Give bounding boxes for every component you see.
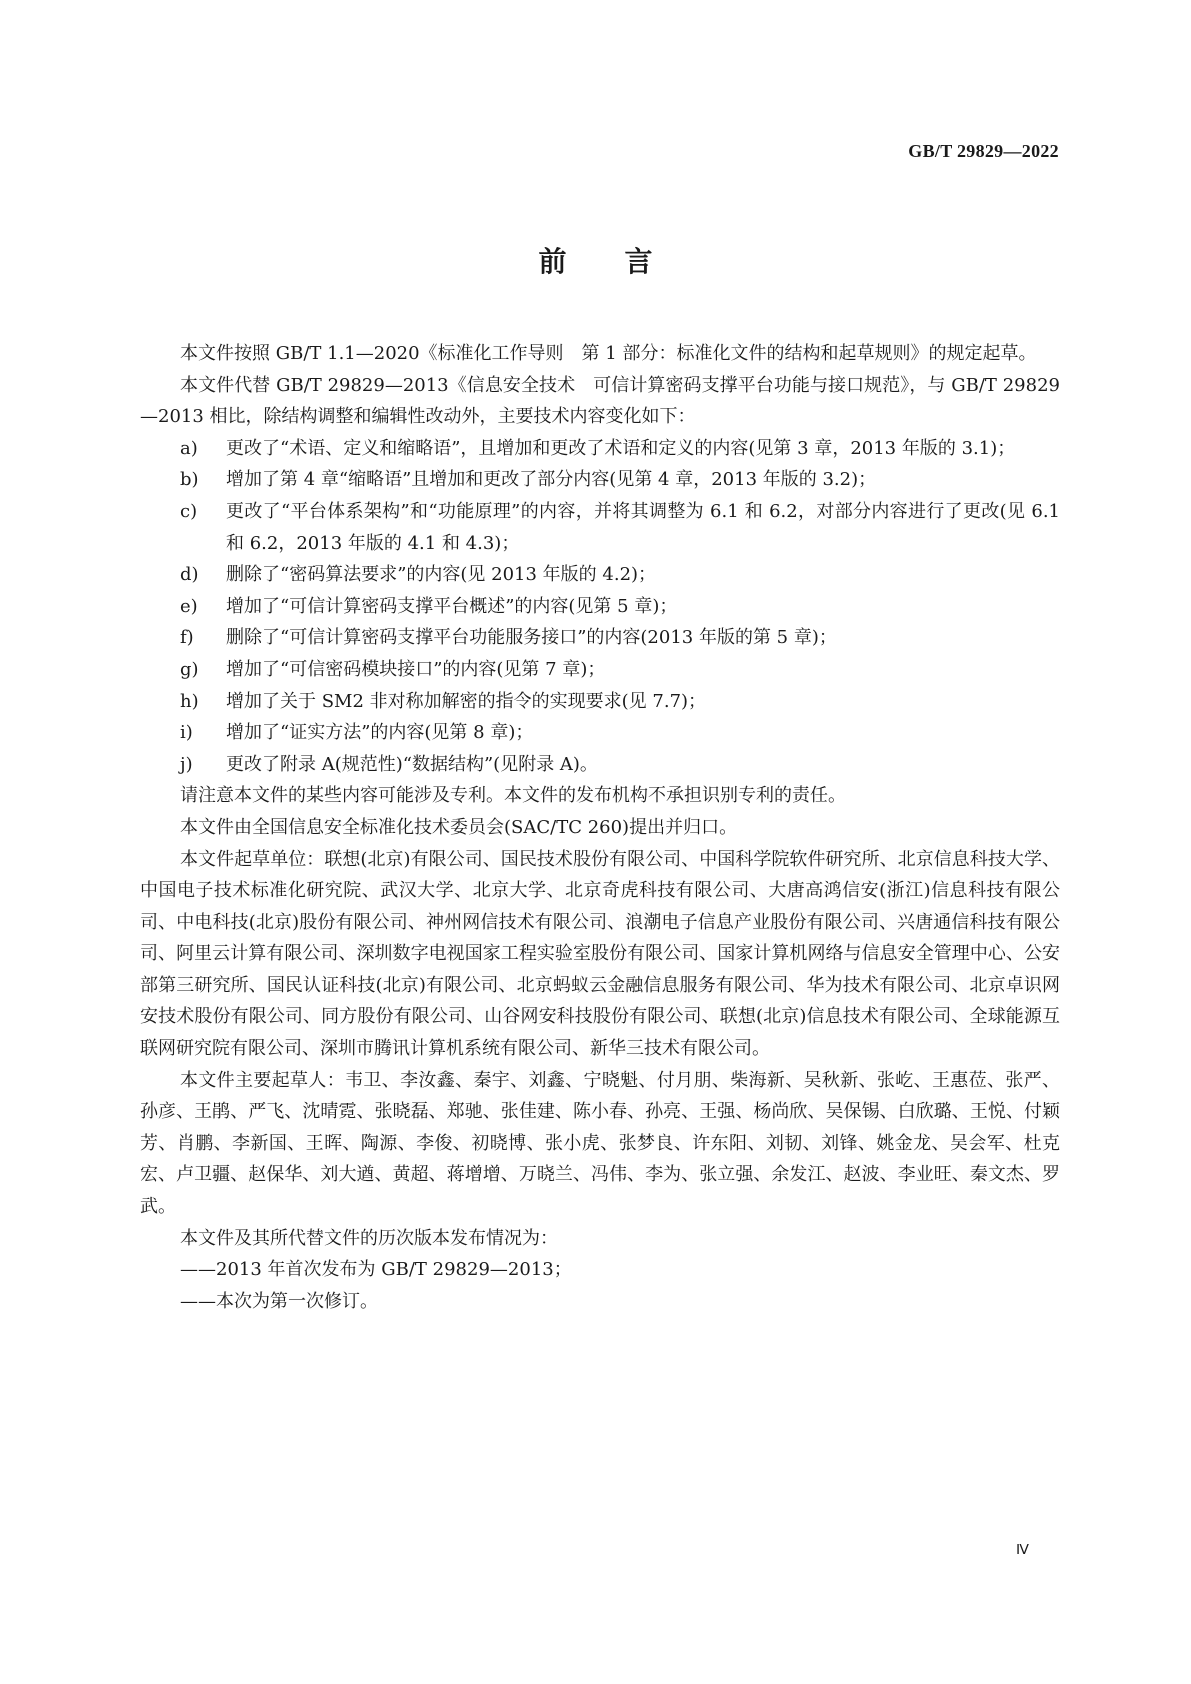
list-item: [140, 749, 1060, 781]
list-item: [140, 464, 1060, 496]
list-item-text: 删除了“可信计算密码支撑平台功能服务接口”的内容(2013 年版的第 5 章)；: [226, 627, 837, 649]
list-marker: h): [180, 690, 199, 712]
title-char-1: 前: [538, 245, 567, 278]
list-item: [140, 591, 1060, 623]
list-item: [140, 686, 1060, 718]
list-item: [140, 559, 1060, 591]
paragraph-replacement: 本文件代替 GB/T 29829—2013《信息安全技术 可信计算密码支撑平台功能与接口规范》，与 GB/T 29829—2013 相比，除结构调整和编辑性改动外，主要技术内容变化如下：: [140, 374, 1060, 428]
page-title: [0, 240, 1191, 280]
list-marker: c): [180, 500, 198, 522]
list-item-text: 删除了“密码算法要求”的内容(见 2013 年版的 4.2)；: [226, 564, 657, 586]
list-item-text: 增加了第 4 章“缩略语”且增加和更改了部分内容(见第 4 章，2013 年版的 3.2)；: [226, 469, 877, 491]
paragraph-drafting-units: 本文件起草单位：联想(北京)有限公司、国民技术股份有限公司、中国科学院软件研究所、北京信息科技大学、中国电子技术标准化研究院、武汉大学、北京大学、北京奇虎科技有限公司、大唐高鸿信安(浙江)信息科技有限公司、中电科技(北京)股份有限公司、神州网信技术有限公司、浪潮电子信息产业股份有限公司、兴唐通信科技有限公司、阿里云计算有限公司、深圳数字电视国家工程实验室股份有限公司、国家计算机网络与信息安全管理中心、公安部第三研究所、国民认证科技(北京)有限公司、北京蚂蚁云金融信息服务有限公司、华为技术有限公司、北京卓识网安技术股份有限公司、同方股份有限公司、山谷网安科技股份有限公司、联想(北京)信息技术有限公司、全球能源互联网研究院有限公司、深圳市腾讯计算机系统有限公司、新华三技术有限公司。: [140, 848, 1060, 1060]
list-marker: f): [180, 627, 194, 649]
list-item: [140, 622, 1060, 654]
list-marker: g): [180, 658, 199, 680]
list-marker: j): [180, 753, 193, 775]
list-item-text: 更改了“平台体系架构”和“功能原理”的内容，并将其调整为 6.1 和 6.2，对部分内容进行了更改(见 6.1 和 6.2，2013 年版的 4.1 和 4.3)；: [226, 500, 1060, 554]
list-item: [140, 496, 1060, 559]
list-marker: a): [180, 437, 198, 459]
changes-list: [140, 433, 1060, 781]
list-marker: i): [180, 722, 193, 744]
list-item: [140, 654, 1060, 686]
history-item: ——2013 年首次发布为 GB/T 29829—2013；: [180, 1259, 572, 1281]
list-marker: e): [180, 595, 198, 617]
foreword-body: [140, 338, 1060, 1317]
paragraph-drafters: 本文件主要起草人：韦卫、李汝鑫、秦宇、刘鑫、宁晓魁、付月朋、柴海新、吴秋新、张屹、王惠莅、张严、孙彦、王鹃、严飞、沈晴霓、张晓磊、郑驰、张佳建、陈小春、孙亮、王强、杨尚欣、吴保锡、白欣璐、王悦、付颖芳、肖鹏、李新国、王晖、陶源、李俊、初晓博、张小虎、张梦良、许东阳、刘韧、刘锋、姚金龙、吴会军、杜克宏、卢卫疆、赵保华、刘大遒、黄超、蒋增增、万晓兰、冯伟、李为、张立强、余发江、赵波、李业旺、秦文杰、罗武。: [140, 1069, 1060, 1218]
list-marker: d): [180, 564, 199, 586]
paragraph-history-intro: 本文件及其所代替文件的历次版本发布情况为：: [180, 1227, 558, 1249]
standard-code: GB/T 29829—2022: [908, 141, 1059, 161]
list-item-text: 增加了“证实方法”的内容(见第 8 章)；: [226, 722, 534, 744]
list-item: [140, 433, 1060, 465]
paragraph-drafting-rules: 本文件按照 GB/T 1.1—2020《标准化工作导则 第 1 部分：标准化文件的结构和起草规则》的规定起草。: [180, 343, 1037, 364]
list-item-text: 增加了“可信计算密码支撑平台概述”的内容(见第 5 章)；: [226, 595, 678, 617]
list-item: [140, 717, 1060, 749]
page-number: Ⅳ: [1016, 1543, 1029, 1558]
history-item: ——本次为第一次修订。: [180, 1290, 378, 1312]
list-item-text: 更改了附录 A(规范性)“数据结构”(见附录 A)。: [226, 753, 598, 775]
list-item-text: 更改了“术语、定义和缩略语”，且增加和更改了术语和定义的内容(见第 3 章，2013 年版的 3.1)；: [226, 437, 1016, 459]
paragraph-proposer: 本文件由全国信息安全标准化技术委员会(SAC/TC 260)提出并归口。: [180, 816, 738, 838]
list-item-text: 增加了关于 SM2 非对称加解密的指令的实现要求(见 7.7)；: [226, 690, 707, 712]
paragraph-patent-notice: 请注意本文件的某些内容可能涉及专利。本文件的发布机构不承担识别专利的责任。: [180, 785, 846, 807]
title-char-2: 言: [624, 245, 653, 278]
list-marker: b): [180, 469, 199, 491]
list-item-text: 增加了“可信密码模块接口”的内容(见第 7 章)；: [226, 658, 606, 680]
